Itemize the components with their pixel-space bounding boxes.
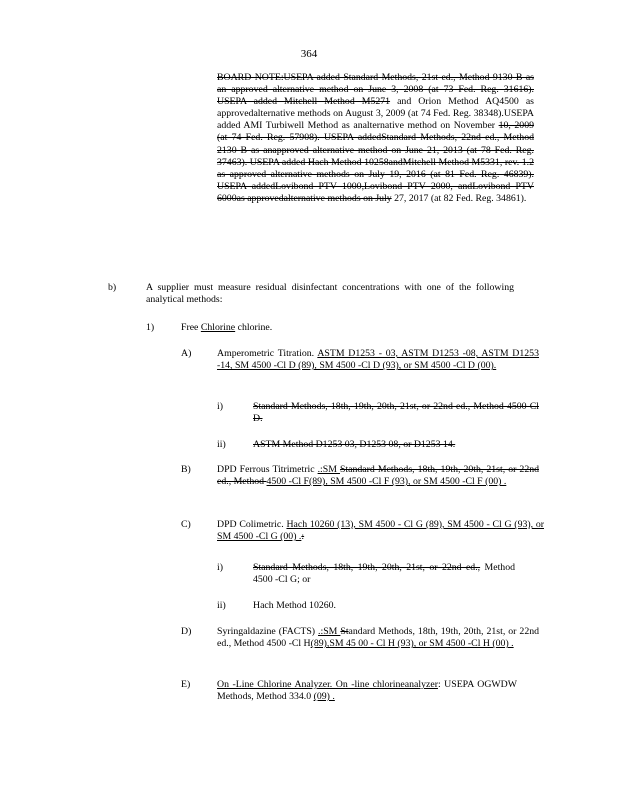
subsection-b-paragraph: A supplier must measure residual disinfectant concentrations with one of the following analytical methods:	[146, 282, 514, 306]
item-D-run: (89),SM 45 00 - Cl H (93), or SM 4500 -Cl H (00) .	[310, 638, 514, 650]
item-A-i-label: i)	[217, 401, 223, 412]
item-D-run: St	[340, 626, 349, 637]
board-note-run: BOARD NOTE:USEPA added Standard Methods, 21st ed., Method 9130 B as an approved alternative method on June 3, 2008 (at 73 Fed. Reg. 31616). USEPA added Mitchell Method M5271	[217, 72, 534, 108]
item-C-i-run: Method 4500 -Cl G; or	[253, 562, 515, 586]
item-A-text	[217, 348, 539, 372]
item-E-label: E)	[181, 679, 191, 690]
item-1-run: chlorine.	[235, 322, 273, 333]
item-1-text	[181, 322, 481, 334]
item-D-run: Syringaldazine (FACTS)	[217, 626, 319, 637]
item-B-text	[217, 464, 539, 488]
item-A-run: ASTM D1253 - 03, ASTM D1253 -08, ASTM D1253 -14, SM 4500 -Cl D (89), SM 4500 -Cl D (93), or SM 4500 -Cl D (00).	[217, 348, 539, 372]
item-E-text	[217, 679, 517, 703]
item-E-run: (09) .	[313, 691, 335, 703]
item-B-label: B)	[181, 464, 191, 475]
board-note	[217, 72, 534, 205]
page-number: 364	[300, 48, 318, 60]
item-D-text	[217, 626, 539, 650]
item-C-i-label: i)	[217, 562, 223, 573]
item-D-run: andard Methods, 18th, 19th, 20th, 21st, or 22nd ed., Method 4500 -Cl H	[217, 626, 540, 650]
item-A-i-text	[253, 401, 539, 425]
item-C-i-run: Standard Methods, 18th, 19th, 20th, 21st, or 22nd ed.,	[253, 562, 481, 573]
subsection-b-text	[146, 282, 514, 306]
item-A-run: Amperometric Titration.	[217, 348, 318, 359]
item-C-text	[217, 519, 544, 543]
item-C-run: Hach 10260 (13), SM 4500 - Cl G (89), SM 4500 - Cl G (93), or SM 4500 -Cl G (00) .	[217, 519, 544, 543]
item-1-run: Chlorine	[200, 322, 236, 333]
item-B-run: .:SM	[317, 464, 340, 475]
item-C-i-text	[253, 562, 515, 586]
subsection-b-label: b)	[108, 282, 117, 293]
item-A-label: A)	[181, 348, 192, 359]
item-A-ii-label: ii)	[217, 439, 226, 450]
item-C-run: :	[301, 531, 305, 543]
item-1-label: 1)	[146, 322, 155, 333]
item-A-i-paragraph: Standard Methods, 18th, 19th, 20th, 21st, or 22nd ed., Method 4500 Cl D.	[253, 401, 539, 425]
item-D-label: D)	[181, 626, 192, 637]
item-C-ii-text	[253, 600, 515, 612]
item-B-run: DPD Ferrous Titrimetric	[217, 464, 318, 475]
board-note-run: 10, 2009 (at 74 Fed. Reg. 57908). USEPA addedStandard Methods, 22nd ed., Method 2130 B as anapproved alternative method on June 21, 2013 (at 78 Fed. Reg. 37463). USEPA added Hach Method 10258andMitchell Method M5331, rev. 1.2 as approved alternative methods on July 19, 2016 (at 81 Fed. Reg. 46839). USEPA addedLovibond PTV 1000,Lovibond PTV 2000, andLovibond PTV 6000as approvedalternative methods on July	[217, 120, 535, 204]
board-note-run: 27, 2017 (at 82 Fed. Reg. 34861).	[391, 192, 527, 204]
item-A-ii-paragraph: ASTM Method D1253 03, D1253 08, or D1253 14.	[253, 439, 456, 450]
board-note-run: and Orion Method AQ4500 as approvedalternative methods on August 3, 2009 (at 74 Fed. Reg. 38348).USEPA added AMI Turbiwell Method as analternative method on November	[217, 96, 534, 132]
item-C-run: DPD Colimetric.	[217, 519, 287, 530]
item-1-run: Free	[181, 322, 201, 333]
item-A-ii-text	[253, 439, 539, 451]
item-B-run: 4500 -Cl F(89), SM 4500 -Cl F (93), or SM 4500 -Cl F (00) .	[266, 476, 507, 488]
board-note-text	[217, 72, 534, 205]
item-C-ii-label: ii)	[217, 600, 226, 611]
item-E-run: : USEPA OGWDW Methods, Method 334.0	[217, 679, 517, 703]
item-C-label: C)	[181, 519, 191, 530]
item-D-run: .:SM	[318, 626, 341, 637]
item-E-run: On -Line Chlorine Analyzer. On -line chlorineanalyzer	[217, 679, 438, 690]
item-B-run: Standard Methods, 18th, 19th, 20th, 21st, or 22nd ed., Method	[217, 464, 540, 488]
item-C-ii-paragraph: Hach Method 10260.	[253, 600, 336, 611]
